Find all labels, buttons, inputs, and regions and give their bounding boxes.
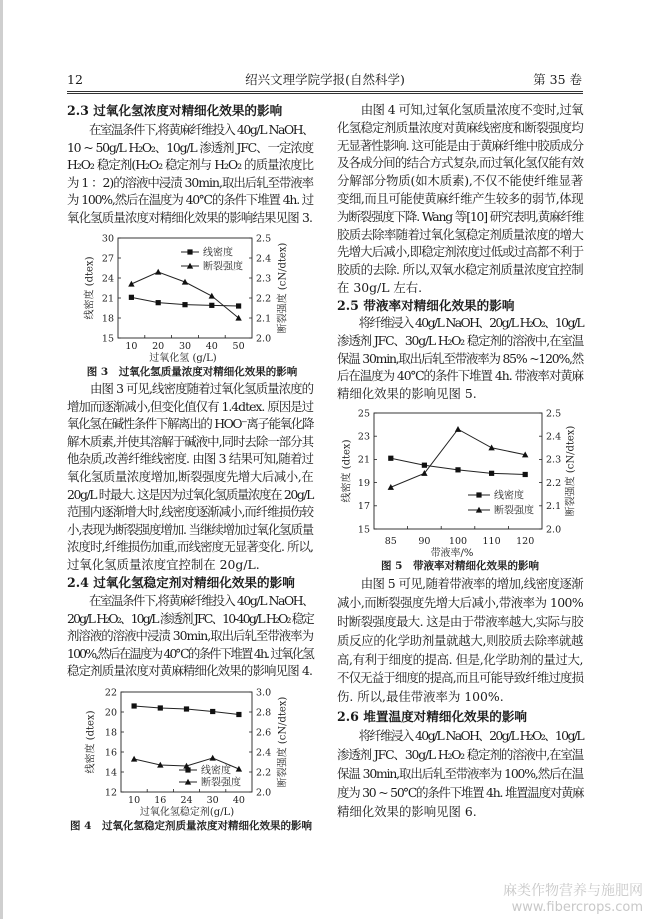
paragraph: [337, 726, 583, 821]
y-left-tick-label: 15: [357, 524, 370, 536]
x-tick-label: 50: [232, 341, 245, 352]
y-left-axis-label: 线密度 (dtex): [341, 439, 353, 503]
data-point-square: [422, 463, 427, 468]
data-point-triangle: [128, 281, 134, 287]
text-line: 渗透剂 JFC、30g/L H₂O₂ 稳定剂的溶液中,在室温: [337, 332, 583, 348]
data-point-square: [184, 706, 189, 711]
y-right-tick-label: 2.4: [256, 253, 272, 265]
paragraph: [67, 592, 313, 680]
y-right-tick-label: 2.2: [546, 477, 562, 489]
text-line: 增加而逐渐减小,但变化值仅有 1.4dtex. 原因是过: [67, 398, 313, 414]
section-heading-2-4: 2.4 过氧化氢稳定剂对精细化效果的影响: [67, 575, 295, 590]
figure-5-chart: [337, 405, 587, 573]
y-left-tick-label: 18: [104, 727, 117, 739]
x-tick-label: 16: [154, 795, 167, 806]
x-tick-label: 85: [384, 536, 397, 547]
figure-4-chart: [67, 682, 317, 834]
text-line: 保温 30min,取出后轧至带液率为 100%,然后在温: [337, 766, 583, 781]
text-line: 分解部分物质(如木质素),不仅不能使纤维显著: [337, 173, 583, 189]
text-line: 胶质的去除. 所以,双氧水稳定剂质量浓度宜控制: [337, 262, 583, 278]
y-right-tick-label: 2.3: [546, 454, 562, 466]
text-line: 范围内逐渐增大时,线密度逐渐减小,而纤维损伤较: [67, 504, 313, 520]
text-line: 高,有利于细度的提高. 但是,化学助剂的量过大,: [337, 651, 583, 667]
x-tick-label: 20: [152, 341, 165, 352]
text-line: 化氢稳定剂质量浓度对黄麻线密度和断裂强度均: [337, 119, 583, 135]
volume-label: 第 35 卷: [533, 72, 582, 87]
y-left-tick-label: 16: [104, 747, 117, 759]
data-point-triangle: [488, 445, 494, 451]
x-tick-label: 100: [448, 536, 468, 547]
data-point-square: [182, 302, 187, 307]
text-line: 由图 5 可见,随着带液率的增加,线密度逐渐: [337, 576, 583, 591]
text-line: 及各成分间的结合方式复杂,而过氧化氢仅能有效: [337, 155, 583, 171]
legend-label: 断裂强度: [201, 777, 241, 789]
y-right-tick-label: 2.6: [256, 727, 272, 739]
x-tick-label: 10: [128, 795, 141, 806]
data-point-triangle: [388, 484, 394, 490]
text-line: 10 ~ 50g/L H₂O₂、10g/L 渗透剂 JFC、一定浓度: [67, 139, 313, 155]
text-line: 过氧化氢质量浓度宜控制在 20g/L.: [67, 556, 260, 572]
y-right-tick-label: 2.3: [256, 273, 272, 285]
y-left-tick-label: 14: [104, 767, 117, 779]
x-tick-label: 30: [178, 341, 192, 352]
data-point-square: [158, 705, 163, 710]
text-line: 度为 30 ~ 50℃的条件下堆置 4h. 堆置温度对黄麻: [337, 785, 584, 800]
y-right-tick-label: 2.4: [256, 747, 272, 759]
text-line: 为 100%,然后在温度为 40℃的条件下堆置 4h. 过: [67, 192, 313, 208]
text-line: 由图 3 可见,线密度随着过氧化氢质量浓度的: [67, 381, 313, 396]
y-left-tick-label: 24: [101, 273, 114, 285]
data-point-square: [209, 303, 214, 308]
header-rule: [67, 91, 583, 92]
text-line: 时断裂强度最大. 这是由于带液率越大,实际与胶: [337, 613, 583, 629]
paragraph: [337, 575, 583, 707]
journal-title: 绍兴文理学院学报(自然科学): [245, 72, 405, 87]
x-tick-label: 40: [232, 795, 245, 806]
text-line: 变细,而且可能使黄麻纤维产生较多的弱节,体现: [337, 190, 583, 206]
series-line-triangle: [391, 429, 525, 487]
y-left-tick-label: 12: [104, 787, 117, 799]
y-right-axis-label: 断裂强度 (cN/dtex): [277, 242, 289, 334]
text-line: 由图 4 可知,过氧化氢质量浓度不变时,过氧: [337, 102, 583, 117]
y-right-tick-label: 2.0: [546, 524, 562, 536]
figure-caption: 图 4 过氧化氢稳定剂质量浓度对精细化效果的影响: [70, 820, 312, 832]
y-left-tick-label: 19: [357, 477, 370, 489]
y-right-axis-label: 断裂强度 (cN/dtex): [565, 425, 577, 517]
y-right-tick-label: 2.1: [546, 501, 562, 513]
text-line: 他杂质,改善纤维线密度. 由图 3 结果可知,随着过: [67, 451, 314, 467]
text-line: 在 30g/L 左右.: [337, 279, 423, 295]
y-left-tick-label: 21: [357, 454, 370, 466]
legend-label: 断裂强度: [494, 505, 534, 517]
y-left-tick-label: 20: [104, 707, 117, 719]
data-point-square: [236, 712, 241, 717]
paragraph: [337, 314, 583, 403]
y-right-tick-label: 2.2: [256, 767, 272, 779]
x-axis-label: 过氧化氢稳定剂(g/L): [139, 807, 235, 818]
text-line: 精细化效果的影响见图 6.: [337, 804, 477, 819]
y-left-tick-label: 23: [357, 431, 370, 443]
legend-label: 线密度: [494, 490, 524, 502]
data-point-square: [489, 471, 494, 476]
section-heading-2-6: 2.6 堆置温度对精细化效果的影响: [337, 709, 528, 724]
data-point-triangle: [155, 269, 161, 275]
x-axis-label: 带液率/%: [430, 548, 474, 559]
figure-caption: 图 5 带液率对精细化效果的影响: [381, 560, 539, 572]
text-line: 胶质去除率随着过氧化氢稳定剂质量浓度的增大: [337, 226, 583, 242]
y-right-tick-label: 2.1: [256, 313, 272, 325]
x-tick-label: 90: [418, 536, 431, 547]
text-line: 为 1 ：2)的溶液中浸渍 30min,取出后轧至带液率: [67, 174, 314, 190]
text-line: 氧化氢在碱性条件下解离出的 HOO⁻离子能氧化降: [67, 416, 313, 432]
text-line: 先增大后减小,即稳定剂浓度过低或过高都不利于: [337, 244, 583, 260]
data-point-square: [210, 709, 215, 714]
y-right-tick-label: 2.0: [256, 333, 272, 345]
legend-label: 断裂强度: [203, 261, 243, 273]
text-line: 氧化氢质量浓度增加,断裂强度先增大后减小,在: [67, 468, 313, 484]
y-left-axis-label: 线密度 (dtex): [85, 710, 97, 774]
y-left-tick-label: 21: [101, 293, 114, 305]
data-point-triangle: [210, 755, 216, 761]
x-axis-label: 过氧化氢 (g/L): [149, 353, 217, 364]
page-number: 12: [67, 72, 83, 87]
y-right-axis-label: 断裂强度 (cN/dtex): [277, 696, 289, 788]
text-line: 伤. 所以,最佳带液率为 100%.: [337, 689, 504, 705]
y-left-tick-label: 15: [101, 333, 114, 345]
text-line: 20g/L H₂O₂、10g/L 渗透剂 JFC、10-40g/L H₂O₂ 稳定: [67, 610, 313, 626]
text-line: 在室温条件下,将黄麻纤维投入 40g/L NaOH、: [67, 593, 314, 608]
text-line: 将纤维浸入 40g/L NaOH、20g/L H₂O₂、10g/L: [337, 315, 583, 330]
watermark-url: www.fibercrops.com: [511, 900, 643, 915]
figure-caption: 图 3 过氧化氢质量浓度对精细化效果的影响: [86, 366, 298, 378]
text-line: 将纤维浸入 40g/L NaOH、20g/L H₂O₂、10g/L: [337, 728, 583, 743]
y-left-tick-label: 18: [101, 313, 114, 325]
x-tick-label: 30: [206, 795, 219, 806]
text-line: 为断裂强度下降. Wang 等[10] 研究表明,黄麻纤维: [337, 208, 583, 224]
text-line: 剂溶液的溶液中浸渍 30min,取出后轧至带液率为: [67, 628, 313, 644]
y-right-tick-label: 2.5: [256, 233, 272, 245]
text-line: 质反应的化学助剂量就越大,则胶质去除率就越: [337, 632, 583, 648]
data-point-square: [129, 295, 134, 300]
text-line: 在室温条件下,将黄麻纤维投入 40g/L NaOH、: [67, 122, 314, 137]
y-right-tick-label: 3.0: [256, 687, 272, 699]
y-left-tick-label: 25: [357, 408, 370, 420]
x-tick-label: 24: [180, 795, 193, 806]
x-tick-label: 110: [482, 536, 501, 547]
y-left-tick-label: 27: [101, 253, 114, 265]
header-rule: [67, 93, 583, 94]
data-point-triangle: [131, 756, 137, 762]
legend-square-icon: [476, 492, 481, 497]
data-point-triangle: [455, 426, 461, 432]
data-point-triangle: [209, 293, 215, 299]
y-right-tick-label: 2.5: [546, 408, 562, 420]
data-point-square: [388, 456, 393, 461]
x-tick-label: 120: [516, 536, 535, 547]
y-left-tick-label: 22: [104, 687, 117, 699]
x-tick-label: 10: [125, 341, 138, 352]
data-point-square: [132, 703, 137, 708]
data-point-square: [156, 300, 161, 305]
section-heading-2-3: 2.3 过氧化氢浓度对精细化效果的影响: [67, 103, 283, 118]
legend-label: 线密度: [201, 765, 231, 777]
figure-3-chart: [67, 228, 317, 379]
text-line: 减小,而断裂强度先增大后减小,带液率为 100%: [337, 594, 583, 610]
text-line: 浓度时,纤维损伤加重,而线密度无显著变化. 所以,: [67, 539, 313, 555]
paragraph: [67, 121, 313, 227]
page-edge: [0, 0, 3, 919]
text-line: 后在温度为 40℃的条件下堆置 4h. 带液率对黄麻: [337, 368, 583, 384]
text-line: H₂O₂ 稳定剂(H₂O₂ 稳定剂与 H₂O₂ 的质量浓度比: [67, 157, 313, 173]
text-line: 小,表现为断裂强度增加. 当继续增加过氧化氢质量: [67, 521, 313, 537]
text-line: 20g/L 时最大. 这是因为过氧化氢质量浓度在 20g/L: [67, 486, 313, 502]
text-line: 无显著性影响. 这可能是由于黄麻纤维中胶质成分: [337, 137, 583, 153]
paragraph: [337, 101, 583, 297]
text-line: 渗透剂 JFC、30g/L H₂O₂ 稳定剂的溶液中,在室温: [337, 747, 583, 762]
y-left-tick-label: 30: [101, 233, 114, 245]
text-line: 精细化效果的影响见图 5.: [337, 386, 477, 402]
y-right-tick-label: 2.4: [546, 431, 562, 443]
paragraph: [67, 380, 313, 574]
legend-square-icon: [187, 249, 192, 254]
y-left-axis-label: 线密度 (dtex): [84, 256, 96, 320]
text-line: 氧化氢质量浓度对精细化效果的影响结果见图 3.: [67, 209, 313, 225]
y-right-tick-label: 2.2: [256, 293, 272, 305]
text-line: 不仅无益于细度的提高,而且可能导致纤维过度损: [337, 670, 583, 686]
data-point-square: [236, 303, 241, 308]
text-line: 稳定剂质量浓度对黄麻精细化效果的影响见图 4.: [67, 663, 313, 679]
y-left-tick-label: 17: [357, 501, 370, 513]
text-line: 100%,然后在温度为 40℃的条件下堆置 4h. 过氧化氢: [67, 645, 313, 661]
data-point-square: [455, 467, 460, 472]
legend-label: 线密度: [203, 247, 233, 259]
x-tick-label: 40: [205, 341, 218, 352]
section-heading-2-5: 2.5 带液率对精细化效果的影响: [337, 298, 515, 313]
y-right-tick-label: 2.8: [256, 707, 272, 719]
data-point-square: [523, 472, 528, 477]
data-point-triangle: [236, 766, 242, 772]
watermark-text: 麻类作物营养与施肥网: [503, 883, 643, 899]
text-line: 保温 30min,取出后轧至带液率为 85% ~120%,然: [337, 350, 583, 366]
y-right-tick-label: 2.0: [256, 787, 272, 799]
text-line: 解木质素,并使其溶解于碱液中,同时去除一部分其: [67, 433, 313, 449]
